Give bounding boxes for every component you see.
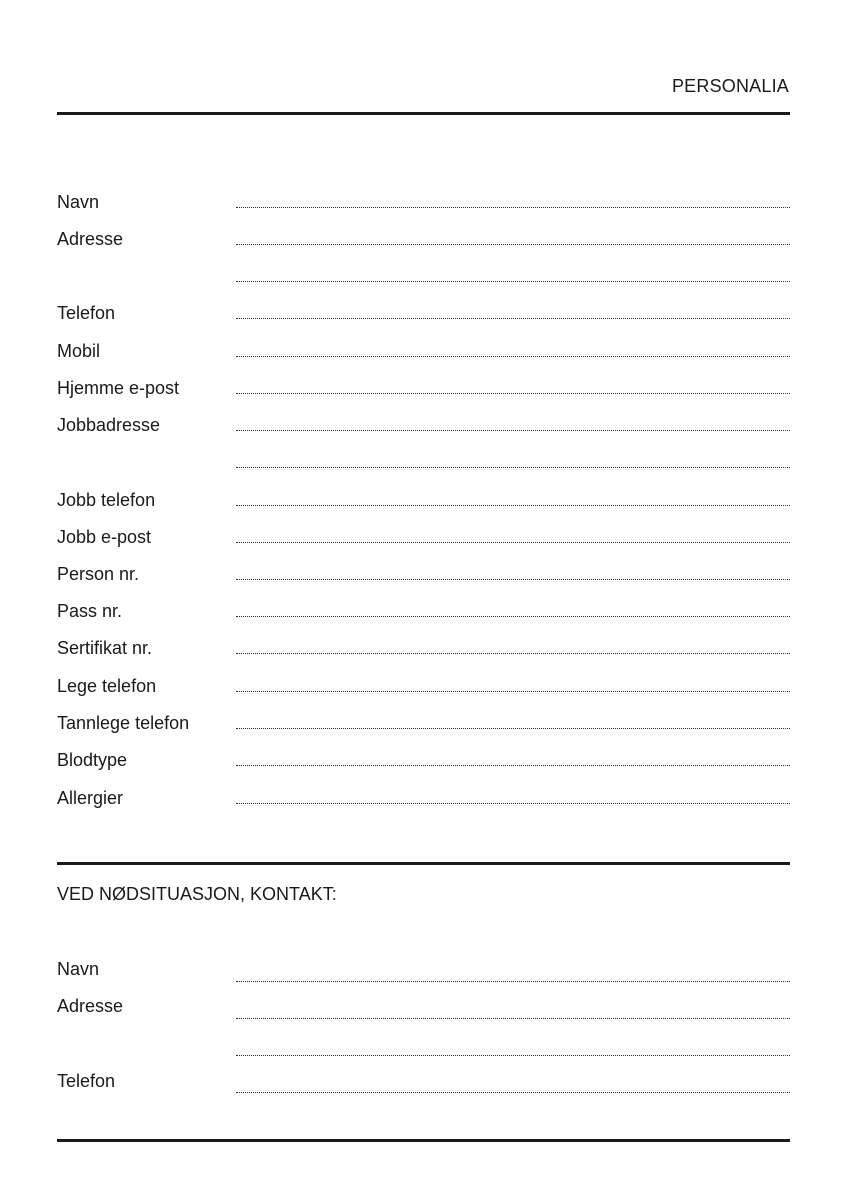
field-label-allergier: Allergier bbox=[57, 788, 124, 808]
fill-line-blodtype[interactable] bbox=[236, 765, 790, 766]
fill-line-jobbadresse[interactable] bbox=[236, 430, 790, 431]
fill-line-telefon[interactable] bbox=[236, 318, 790, 319]
fill-line-hjemme-epost[interactable] bbox=[236, 393, 790, 394]
emergency-fill-line-adresse-2[interactable] bbox=[236, 1055, 790, 1056]
field-label-mobil: Mobil bbox=[57, 341, 101, 361]
fill-line-jobb-epost[interactable] bbox=[236, 542, 790, 543]
emergency-label-telefon: Telefon bbox=[57, 1071, 116, 1091]
fill-line-pass-nr[interactable] bbox=[236, 616, 790, 617]
emergency-fill-line-adresse[interactable] bbox=[236, 1018, 790, 1019]
page-title: PERSONALIA bbox=[671, 76, 789, 96]
emergency-label-adresse: Adresse bbox=[57, 996, 124, 1016]
emergency-fill-line-telefon[interactable] bbox=[236, 1092, 790, 1093]
field-label-hjemme-epost: Hjemme e-post bbox=[57, 378, 180, 398]
fill-line-jobbadresse-2[interactable] bbox=[236, 467, 790, 468]
fill-line-adresse-2[interactable] bbox=[236, 281, 790, 282]
fill-line-jobb-telefon[interactable] bbox=[236, 505, 790, 506]
emergency-label-navn: Navn bbox=[57, 959, 100, 979]
fill-line-allergier[interactable] bbox=[236, 803, 790, 804]
field-label-jobb-telefon: Jobb telefon bbox=[57, 490, 156, 510]
field-label-jobbadresse: Jobbadresse bbox=[57, 415, 161, 435]
fill-line-lege-telefon[interactable] bbox=[236, 691, 790, 692]
field-label-adresse: Adresse bbox=[57, 229, 124, 249]
fill-line-tannlege-telefon[interactable] bbox=[236, 728, 790, 729]
field-label-jobb-epost: Jobb e-post bbox=[57, 527, 152, 547]
top-divider bbox=[57, 112, 790, 115]
middle-divider bbox=[57, 862, 790, 865]
field-label-navn: Navn bbox=[57, 192, 100, 212]
fill-line-navn[interactable] bbox=[236, 207, 790, 208]
field-label-sertifikat-nr: Sertifikat nr. bbox=[57, 638, 153, 658]
fill-line-person-nr[interactable] bbox=[236, 579, 790, 580]
emergency-heading: VED NØDSITUASJON, KONTAKT: bbox=[57, 884, 337, 904]
bottom-divider bbox=[57, 1139, 790, 1142]
fill-line-mobil[interactable] bbox=[236, 356, 790, 357]
emergency-fill-line-navn[interactable] bbox=[236, 981, 790, 982]
field-label-blodtype: Blodtype bbox=[57, 750, 128, 770]
field-label-tannlege-telefon: Tannlege telefon bbox=[57, 713, 190, 733]
fill-line-sertifikat-nr[interactable] bbox=[236, 653, 790, 654]
field-label-person-nr: Person nr. bbox=[57, 564, 140, 584]
fill-line-adresse[interactable] bbox=[236, 244, 790, 245]
field-label-pass-nr: Pass nr. bbox=[57, 601, 123, 621]
field-label-lege-telefon: Lege telefon bbox=[57, 676, 157, 696]
field-label-telefon: Telefon bbox=[57, 303, 116, 323]
